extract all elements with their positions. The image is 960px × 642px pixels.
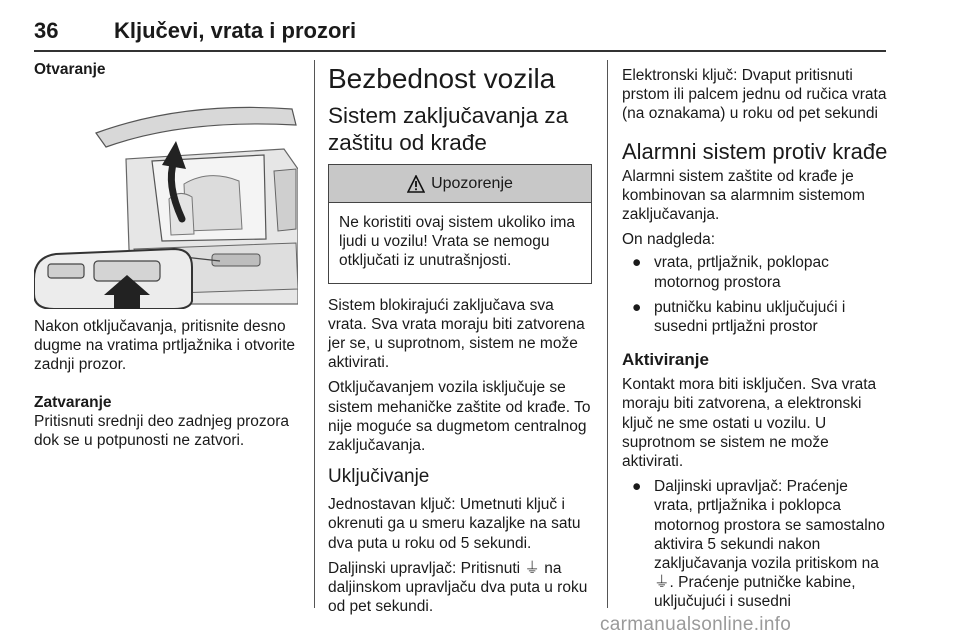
- para-blocking: Sistem blokirajući zaključava sva vrata. Sva vrata moraju biti zatvorena jer se, u suprotnom, sistem ne može aktivirati.: [328, 296, 585, 372]
- monitor-list: [622, 253, 888, 336]
- watermark: carmanualsonline.info: [600, 614, 792, 635]
- activation-list: [622, 477, 888, 611]
- section-title: Bezbednost vozila: [328, 63, 556, 94]
- section-subtitle: Sistem zaključavanja za zaštitu od krađe: [328, 103, 569, 155]
- para-electronic-key: Elektronski ključ: Dvaput pritisnuti prstom ili palcem jednu od ručica vrata (na oznakama) u roku od pet sekundi: [622, 67, 887, 123]
- warning-text: Ne koristiti ovaj sistem ukoliko ima ljudi u vozilu! Vrata se nemogu otključati iz unutrašnjosti.: [339, 214, 576, 270]
- column-divider-1: [314, 60, 315, 608]
- heading-close: Zatvaranje: [34, 393, 112, 411]
- para-remote-control: Daljinski upravljač: Pritisnuti ⏚ na daljinskom upravljaču dva puta u roku od pet sekundi.: [328, 559, 588, 616]
- para-unlocking: Otključavanjem vozila isključuje se sistem mehaničke zaštite od krađe. To nije moguće sa dugmetom centralnog zaključavanja.: [328, 379, 591, 455]
- column-middle: [328, 60, 592, 616]
- warning-header: [329, 165, 591, 203]
- text-close: Pritisnuti srednji deo zadnjeg prozora dok se u potpunosti ne zatvori.: [34, 412, 290, 449]
- para-simple-key: Jednostavan ključ: Umetnuti ključ i okrenuti ga u smeru kazaljke na satu dva puta u roku od 5 sekundi.: [328, 496, 581, 552]
- text-open: Nakon otključavanja, pritisnite desno dugme na vratima prtljažnika i otvorite zadnji prozor.: [34, 318, 296, 374]
- para-monitors: On nadgleda:: [622, 231, 716, 249]
- column-left: [34, 60, 298, 450]
- heading-alarm-system: Alarmni sistem protiv krađe: [622, 138, 888, 164]
- column-right: [622, 60, 888, 612]
- heading-activation-on: Uključivanje: [328, 466, 430, 488]
- warning-label: Upozorenje: [431, 174, 513, 192]
- chapter-title: Ključevi, vrata i prozori: [114, 18, 357, 43]
- column-divider-2: [607, 60, 608, 608]
- heading-open: Otvaranje: [34, 61, 106, 78]
- list-item: ● Daljinski upravljač: Praćenje vrata, prtljažnika i poklopca motornog prostora se samostalno aktivira 5 sekundi nakon zaključavanja vozila pritiskom na ⏚. Praćenje putničke kabine, uključujući i susedni: [632, 478, 885, 611]
- tailgate-window-illustration: [34, 89, 298, 309]
- page-number: 36: [34, 18, 59, 43]
- header-rule: [34, 50, 886, 52]
- heading-activating: Aktiviranje: [622, 350, 709, 370]
- tailgate-window-figure: [34, 89, 298, 309]
- list-item: ● vrata, prtljažnik, poklopac motornog prostora: [632, 254, 829, 291]
- list-item: ● putničku kabinu uključujući i susedni prtljažni prostor: [632, 298, 846, 336]
- page-header: [34, 8, 886, 52]
- para-ignition: Kontakt mora biti isključen. Sva vrata moraju biti zatvorena, a elektronski ključ ne sme ostati u vozilu. U suprotnom se sistem ne može aktivirati.: [622, 376, 877, 471]
- para-alarm-combined: Alarmni sistem zaštite od krađe je kombinovan sa alarmnim sistemom zaključavanja.: [622, 167, 865, 224]
- warning-box: [328, 164, 592, 284]
- warning-icon: [407, 175, 425, 193]
